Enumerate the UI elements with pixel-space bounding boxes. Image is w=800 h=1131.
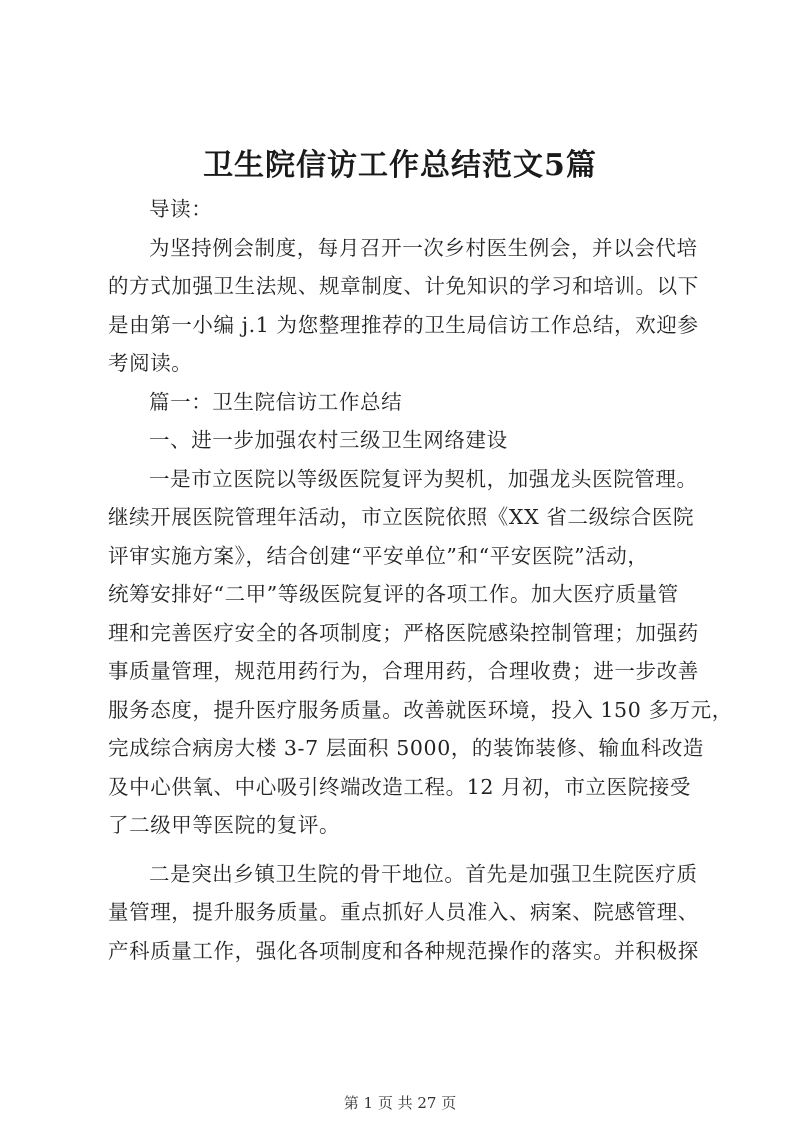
text-line: 评审实施方案》，结合创建“平安单位”和“平安医院”活动， [108, 543, 649, 568]
text-line: 二是突出乡镇卫生院的骨干地位。首先是加强卫生院医疗质 [149, 861, 698, 886]
text-line: 了二级甲等医院的复评。 [108, 813, 341, 837]
subsection-heading: 一、进一步加强农村三级卫生网络建设 [149, 428, 508, 452]
text-line: 及中心供氧、中心吸引终端改造工程。12 月初，市立医院接受 [108, 774, 691, 799]
paragraph-gap [108, 845, 708, 855]
text-line: 量管理，提升服务质量。重点抓好人员准入、病案、院感管理、 [108, 900, 699, 924]
text-line: 统筹安排好“二甲”等级医院复评的各项工作。加大医疗质量管 [108, 582, 679, 606]
text-line: 事质量管理，规范用药行为，合理用药，合理收费；进一步改善 [108, 659, 699, 683]
document-title: 卫生院信访工作总结范文5篇 [203, 148, 597, 183]
text-line: 完成综合病房大楼 3-7 层面积 5000，的装饰装修、输血科改造 [108, 736, 705, 760]
text-line: 考阅读。 [108, 351, 193, 375]
text-line: 为坚持例会制度，每月召开一次乡村医生例会，并以会代培 [149, 235, 698, 260]
text-line: 的方式加强卫生法规、规章制度、计免知识的学习和培训。以下 [108, 274, 699, 298]
text-line: 理和完善医疗安全的各项制度；严格医院感染控制管理；加强药 [108, 620, 699, 645]
section-heading: 篇一：卫生院信访工作总结 [149, 389, 403, 414]
text-line: 产科质量工作，强化各项制度和各种规范操作的落实。并积极探 [108, 938, 699, 963]
text-line: 继续开展医院管理年活动，市立医院依照《XX 省二级综合医院 [108, 505, 695, 529]
text-line: 一是市立医院以等级医院复评为契机，加强龙头医院管理。 [149, 466, 698, 491]
document-body [108, 190, 733, 970]
intro-label: 导读： [149, 197, 213, 221]
text-line: 服务态度，提升医疗服务质量。改善就医环境，投入 150 多万元， [108, 697, 733, 722]
page-footer: 第 1 页 共 27 页 [343, 1094, 457, 1112]
text-line: 是由第一小编 j.1 为您整理推荐的卫生局信访工作总结，欢迎参 [108, 312, 699, 337]
